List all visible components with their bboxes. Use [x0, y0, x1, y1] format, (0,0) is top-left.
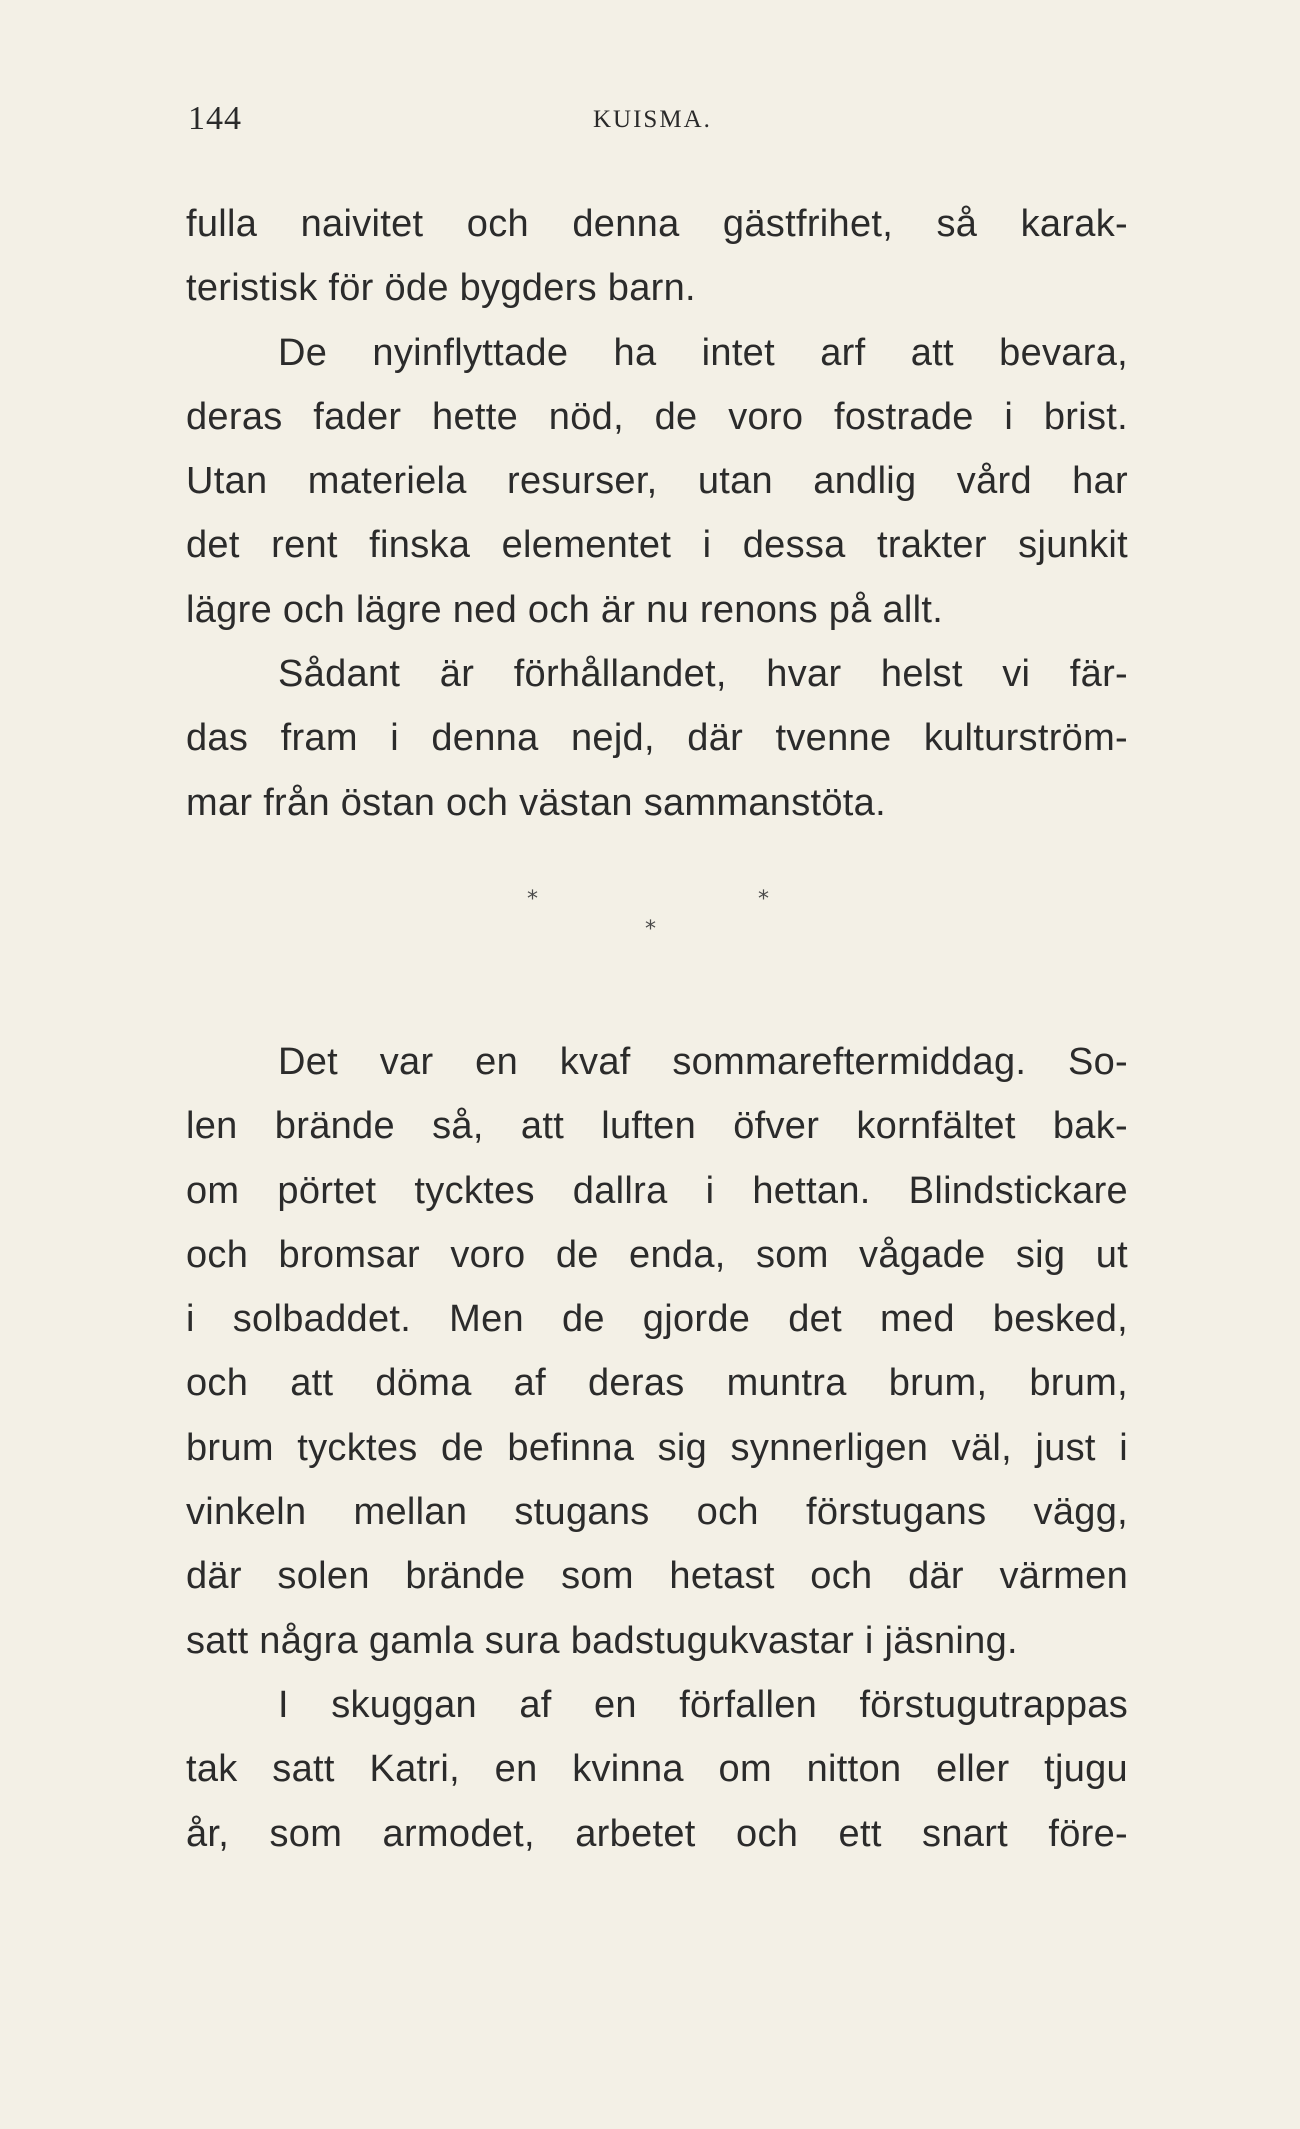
text-line: I skuggan af en förfallen förstugutrappas: [278, 1683, 1128, 1726]
text-line: deras fader hette nöd, de voro fostrade i brist.: [186, 395, 1128, 438]
paragraph-block-1: [186, 192, 1128, 835]
text-line: fulla naivitet och denna gästfrihet, så karak-: [186, 203, 1128, 245]
text-line: vinkeln mellan stugans och förstugans vägg,: [186, 1491, 1128, 1534]
text-line: brum tycktes de befinna sig synnerligen väl, just i: [186, 1426, 1128, 1469]
asterism-star: *: [758, 887, 769, 912]
text-line: len brände så, att luften öfver kornfältet bak-: [186, 1105, 1128, 1148]
text-line: i solbaddet. Men de gjorde det med besked,: [186, 1298, 1128, 1341]
text-line: där solen brände som hetast och där värmen: [186, 1555, 1128, 1598]
text-line: och att döma af deras muntra brum, brum,: [186, 1362, 1128, 1405]
text-line: De nyinflyttade ha intet arf att bevara,: [278, 331, 1128, 374]
text-line: satt några gamla sura badstugukvastar i jäsning.: [186, 1619, 1018, 1662]
text-line: lägre och lägre ned och är nu renons på allt.: [186, 588, 944, 631]
text-line: och bromsar voro de enda, som vågade sig ut: [186, 1233, 1128, 1276]
text-line: mar från östan och västan sammanstöta.: [186, 781, 886, 824]
page-number: 144: [188, 100, 242, 137]
text-line: das fram i denna nejd, där tvenne kulturström-: [186, 717, 1128, 760]
text-line: det rent finska elementet i dessa trakter sjunkit: [186, 524, 1128, 567]
text-line: teristisk för öde bygders barn.: [186, 267, 696, 310]
asterism-star: *: [527, 887, 538, 912]
text-line: om pörtet tycktes dallra i hettan. Blindstickare: [186, 1169, 1128, 1212]
text-line: Utan materiela resurser, utan andlig vård har: [186, 460, 1128, 503]
text-line: Sådant är förhållandet, hvar helst vi fär-: [278, 653, 1128, 696]
text-line: Det var en kvaf sommareftermiddag. So-: [278, 1041, 1128, 1083]
running-head: [188, 100, 1128, 150]
text-line: tak satt Katri, en kvinna om nitton eller tjugu: [186, 1748, 1128, 1791]
asterism-star: *: [645, 917, 656, 942]
running-title: KUISMA.: [593, 106, 712, 133]
paragraph-block-2: [186, 1030, 1128, 1866]
text-line: år, som armodet, arbetet och ett snart före-: [186, 1812, 1128, 1855]
